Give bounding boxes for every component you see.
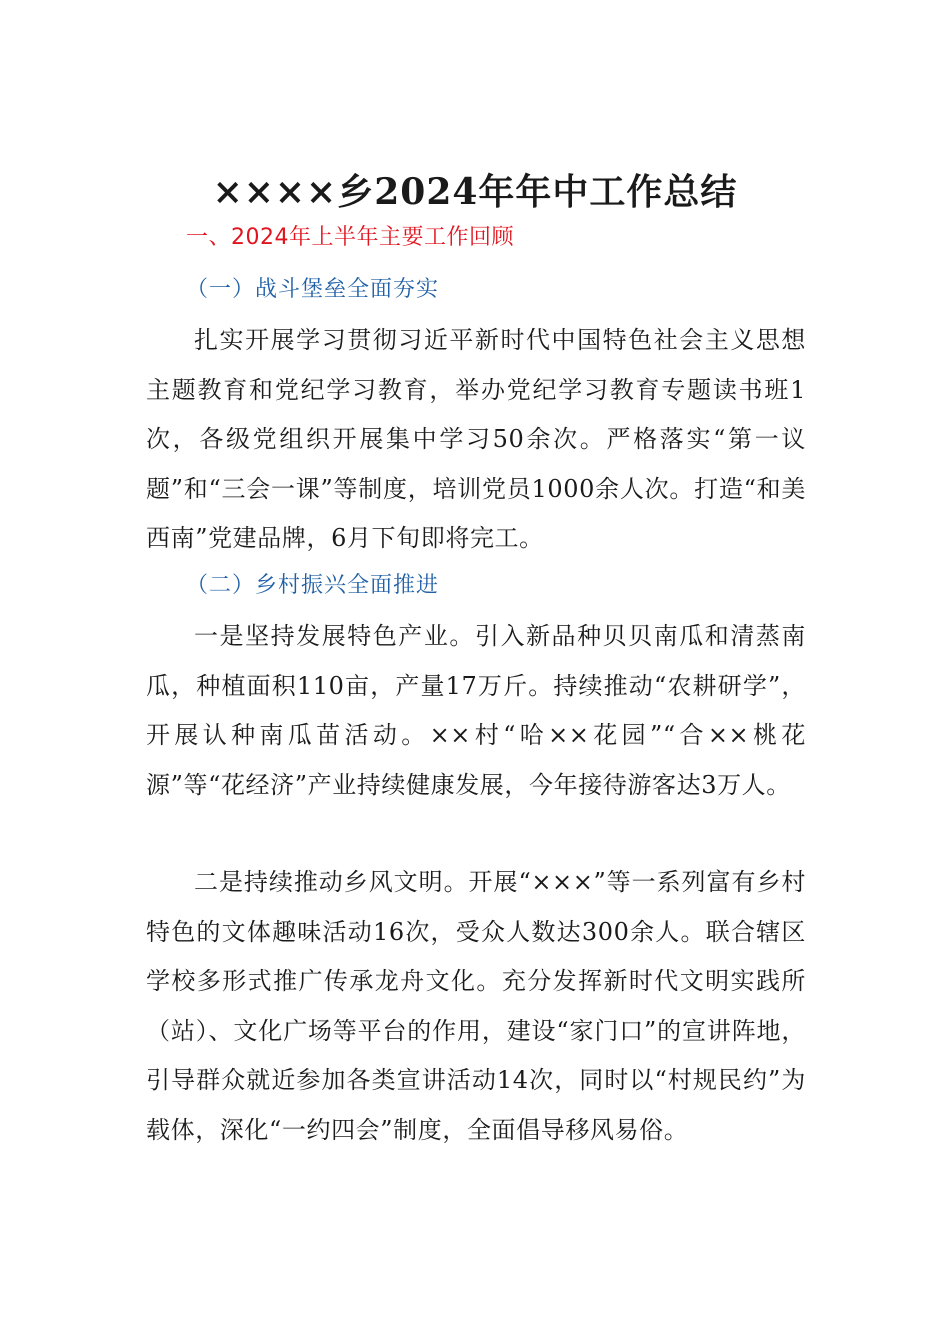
- section-heading-review: 一、2024年上半年主要工作回顾: [186, 225, 514, 250]
- subsection-heading-fortress: （一）战斗堡垒全面夯实: [186, 277, 440, 302]
- paragraph-specialty-industry: 一是坚持发展特色产业。引入新品种贝贝南瓜和清蒸南瓜，种植面积110亩，产量17万斤。持续推动“农耕研学”，开展认种南瓜苗活动。××村“哈××花园”“合××桃花源”等“花经济”产业持续健康发展，今年接待游客达3万人。: [146, 622, 806, 799]
- paragraph-party-building: 扎实开展学习贯彻习近平新时代中国特色社会主义思想主题教育和党纪学习教育，举办党纪学习教育专题读书班1次，各级党组织开展集中学习50余次。严格落实“第一议题”和“三会一课”等制度，培训党员1000余人次。打造“和美西南”党建品牌，6月下旬即将完工。: [146, 326, 806, 552]
- subsection-heading-rural-revitalization: （二）乡村振兴全面推进: [186, 573, 440, 598]
- document-title: ××××乡2024年年中工作总结: [212, 171, 738, 214]
- paragraph-rural-civilization: 二是持续推动乡风文明。开展“×××”等一系列富有乡村特色的文体趣味活动16次，受众人数达300余人。联合辖区学校多形式推广传承龙舟文化。充分发挥新时代文明实践所（站）、文化广场等平台的作用，建设“家门口”的宣讲阵地，引导群众就近参加各类宣讲活动14次，同时以“村规民约”为载体，深化“一约四会”制度，全面倡导移风易俗。: [146, 868, 806, 1144]
